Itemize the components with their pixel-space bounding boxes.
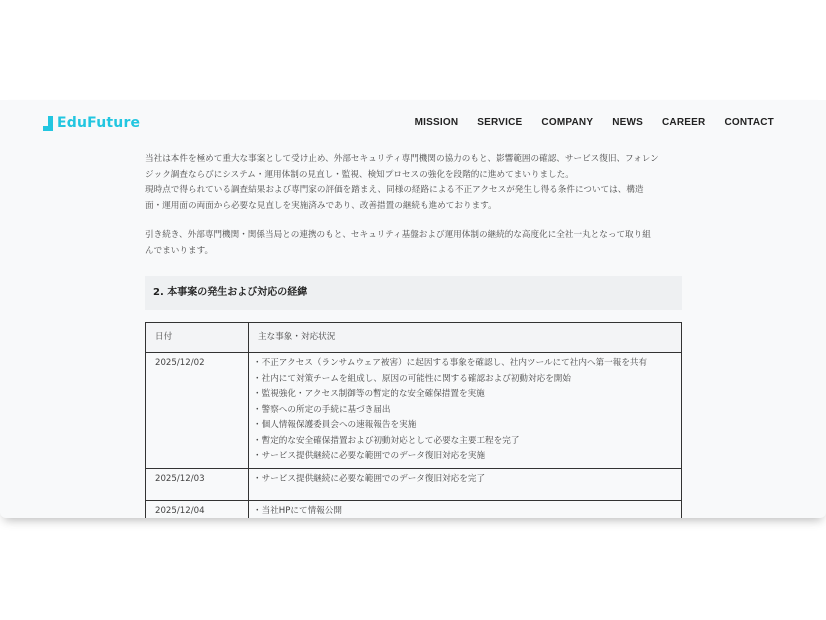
- event-item: ・サービス提供継続に必要な範囲でのデータ復旧対応を実施: [253, 451, 486, 461]
- event-item: ・不正アクセス（ランサムウェア被害）に起因する事象を確認し、社内ツールにて社内へ第一報を共有: [253, 358, 648, 368]
- event-item: ・個人情報保護委員会への速報報告を実施: [253, 420, 417, 430]
- paragraph-line: ジック調査ならびにシステム・運用体制の見直し・監視、検知プロセスの強化を段階的に進めてまいりました。: [145, 169, 574, 180]
- event-item: ・監視強化・アクセス制御等の暫定的な安全確保措置を実施: [253, 389, 485, 399]
- table-row: [146, 468, 682, 500]
- event-item: ・社内にて対策チームを組成し、原因の可能性に関する確認および初動対応を開始: [253, 373, 571, 384]
- table-row: [146, 353, 682, 469]
- nav-mission[interactable]: MISSION: [414, 117, 459, 128]
- table-header-row: [146, 323, 682, 353]
- nav-service[interactable]: SERVICE: [477, 117, 523, 128]
- table-row: [146, 500, 682, 518]
- paragraph-line: 引き続き、外部専門機関・関係当局との連携のもと、セキュリティ基盤および運用体制の継続的な高度化に全社一丸となって取り組: [145, 230, 651, 241]
- nav-company[interactable]: COMPANY: [541, 117, 594, 128]
- nav-contact[interactable]: CONTACT: [724, 117, 774, 128]
- logo-text: EduFuture: [57, 115, 141, 131]
- row-date: 2025/12/03: [146, 468, 249, 500]
- row-date: 2025/12/02: [146, 353, 249, 469]
- event-item: ・警察への所定の手続に基づき届出: [253, 404, 391, 415]
- event-item: ・当社HPにて情報公開: [253, 505, 342, 516]
- row-date: 2025/12/04: [146, 500, 249, 518]
- main-nav: [396, 117, 774, 128]
- column-header-date: 日付: [146, 323, 249, 353]
- column-header-events: 主な事象・対応状況: [249, 323, 682, 353]
- site-header: [0, 100, 826, 148]
- paragraph-line: んでまいります。: [145, 245, 214, 256]
- paragraph-line: 現時点で得られている調査結果および専門家の評価を踏まえ、同様の経路による不正アクセスが発生し得る条件については、構造: [145, 185, 644, 196]
- row-events: [249, 353, 682, 469]
- site-logo[interactable]: [43, 115, 140, 131]
- nav-news[interactable]: NEWS: [612, 117, 644, 128]
- paragraph-line: 面・運用面の両面から必要な見直しを実施済みであり、改善措置の継続も進めております。: [145, 200, 497, 211]
- row-events: [249, 500, 682, 518]
- event-item: ・サービス提供継続に必要な範囲でのデータ復旧対応を完了: [253, 473, 486, 484]
- nav-career[interactable]: CAREER: [662, 117, 706, 128]
- logo-mark-icon: [43, 116, 53, 131]
- article-body: [145, 152, 682, 260]
- paragraph-line: 当社は本件を極めて重大な事案として受け止め、外部セキュリティ専門機関の協力のもと、影響範囲の確認、サービス復旧、フォレン: [145, 154, 659, 164]
- row-events: [249, 468, 682, 500]
- event-item: ・暫定的な安全確保措置および初動対応として必要な主要工程を完了: [253, 435, 520, 446]
- timeline-table: [145, 322, 682, 518]
- browser-viewport: [0, 100, 826, 518]
- section-heading: 2. 本事案の発生および対応の経緯: [145, 276, 682, 310]
